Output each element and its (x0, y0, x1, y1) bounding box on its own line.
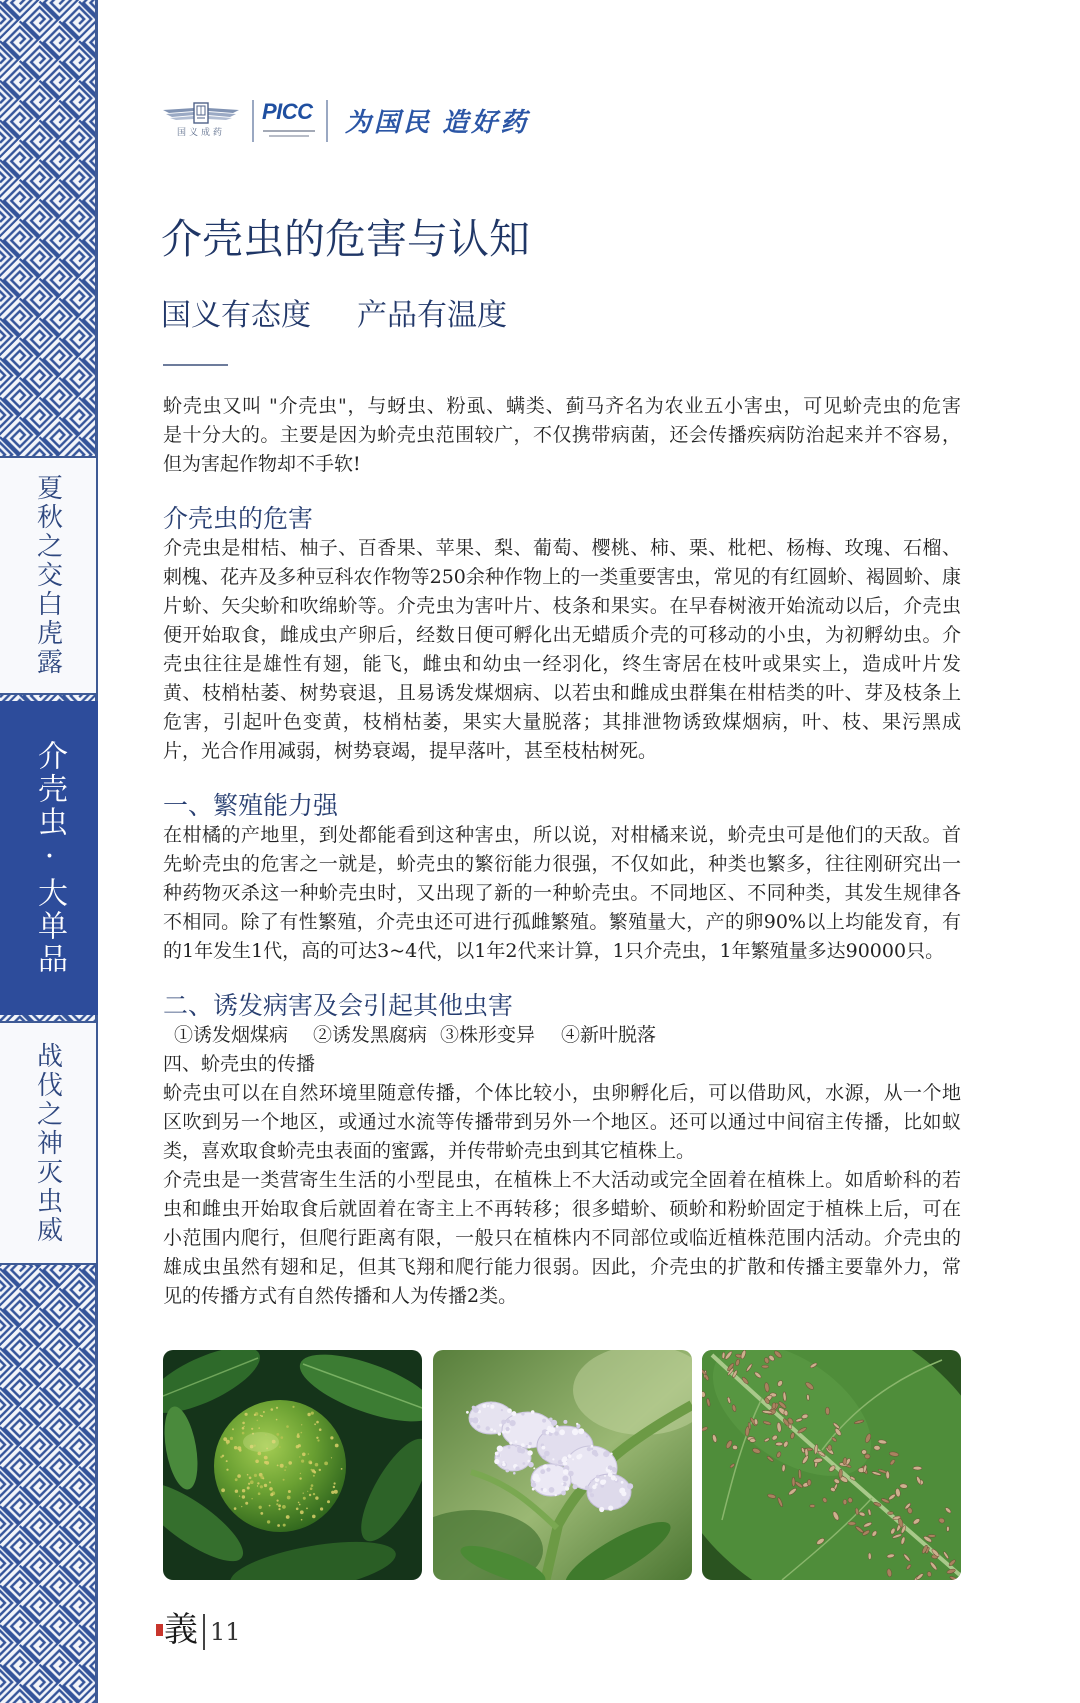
section-heading-harm: 介壳虫的危害 (163, 504, 314, 533)
sidebar-tab-label: 夏秋之交白虎露 (32, 474, 63, 677)
text-line: 片蚧、矢尖蚧和吹绵蚧等。介壳虫为害叶片、枝条和果实。在早春树液开始流动以后，介壳虫 (163, 595, 961, 617)
habit-paragraph (163, 1166, 961, 1311)
symptom-list (163, 1021, 961, 1050)
text-line: 小范围内爬行，但爬行距离有限，一般只在植株内不同部位或临近植株范围内活动。介壳虫的 (163, 1227, 961, 1249)
section-heading-diseases: 二、诱发病害及会引起其他虫害 (163, 991, 514, 1020)
intro-paragraph (163, 392, 961, 479)
text-line: 壳虫往往是雄性有翅，能飞，雌虫和幼虫一经羽化，终生寄居在枝叶或果实上，造成叶片发 (163, 653, 961, 675)
text-line: 先蚧壳虫的危害之一就是，蚧壳虫的繁衍能力很强，不仅如此，种类也繁多，往往刚研究出一 (163, 853, 961, 875)
symptom-item: ①诱发烟煤病 (174, 1024, 289, 1046)
page-subtitle (161, 296, 507, 336)
text-line: 介壳虫是一类营寄生生活的小型昆虫，在植株上不大活动或完全固着在植株上。如盾蚧科的若 (163, 1169, 961, 1191)
logo-divider (252, 100, 254, 142)
footer-calligraphy-mark: 義 (164, 1610, 198, 1650)
citrus-fruit-photo (163, 1350, 422, 1580)
red-seal-icon (156, 1624, 163, 1636)
sidebar-tab-label: 战伐之神灭虫威 (32, 1041, 63, 1245)
mealybug-cluster-photo (433, 1350, 692, 1580)
sidebar-tab-label: 介壳虫·大单品 (32, 740, 67, 976)
page-title: 介壳虫的危害与认知 (161, 215, 530, 263)
text-line: 但为害起作物却不手软! (163, 453, 361, 475)
symptom-item: ④新叶脱落 (561, 1024, 657, 1046)
guoyi-logo-emblem (161, 101, 241, 127)
text-line: 在柑橘的产地里，到处都能看到这种害虫，所以说，对柑橘来说，蚧壳虫可是他们的天敌。首 (163, 824, 961, 846)
scale-insect-leaf-photo (702, 1350, 961, 1580)
picc-logo-subline (263, 128, 315, 140)
sidebar-tab-2-active (0, 701, 98, 1015)
text-line: 种药物灭杀这一种蚧壳虫时，又出现了新的一种蚧壳虫。不同地区、不同种类，其发生规律各 (163, 882, 961, 904)
text-line: 见的传播方式有自然传播和人为传播2类。 (163, 1285, 518, 1307)
text-line: 的1年发生1代，高的可达3~4代，以1年2代来计算，1只介壳虫，1年繁殖量多达90000只。 (163, 940, 945, 962)
text-line: 危害，引起叶色变黄，枝梢枯萎，果实大量脱落；其排泄物诱致煤烟病，叶、枝、果污黑成 (163, 711, 961, 733)
symptom-item: ③株形变异 (440, 1024, 536, 1046)
section-heading-reproduction: 一、繁殖能力强 (163, 791, 339, 820)
text-line: 蚧壳虫又叫 "介壳虫"，与蚜虫、粉虱、螨类、蓟马齐名为农业五小害虫，可见蚧壳虫的危害 (163, 395, 961, 417)
slogan: 为国民 造好药 (345, 107, 530, 137)
text-line: 类，喜欢取食蚧壳虫表面的蜜露，并传带蚧壳虫到其它植株上。 (163, 1140, 696, 1162)
text-line: 区吹到另一个地区，或通过水流等传播带到另外一个地区。还可以通过中间宿主传播，比如蚁 (163, 1111, 961, 1133)
picc-logo: PICC (262, 99, 313, 124)
photo-row (163, 1350, 961, 1580)
text-line: 刺槐、花卉及多种豆科农作物等250余种作物上的一类重要害虫，常见的有红圆蚧、褐圆蚧、康 (163, 566, 961, 588)
article-body (163, 392, 961, 1311)
text-line: 不相同。除了有性繁殖，介壳虫还可进行孤雌繁殖。繁殖量大，产的卵90%以上均能发育，有 (163, 911, 961, 933)
text-line: 雄成虫虽然有翅和足，但其飞翔和爬行能力很弱。因此，介壳虫的扩散和传播主要靠外力，常 (163, 1256, 961, 1278)
subtitle-part-2: 产品有温度 (357, 298, 507, 333)
page-number: 11 (210, 1618, 241, 1646)
reproduction-paragraph (163, 821, 961, 966)
subtitle-part-1: 国义有态度 (161, 298, 311, 333)
text-line: 是十分大的。主要是因为蚧壳虫范围较广，不仅携带病菌，还会传播疾病防治起来并不容易， (163, 424, 961, 446)
text-line: 片，光合作用减弱，树势衰竭，提早落叶，甚至枝枯树死。 (163, 740, 658, 762)
harm-paragraph (163, 534, 961, 766)
logo-divider (326, 100, 328, 142)
text-line: 介壳虫是柑桔、柚子、百香果、苹果、梨、葡萄、樱桃、柿、栗、枇杷、杨梅、玫瑰、石榴、 (163, 537, 961, 559)
subheading-spread: 四、蚧壳虫的传播 (163, 1053, 316, 1075)
symptom-item: ②诱发黑腐病 (313, 1024, 428, 1046)
text-line: 便开始取食，雌成虫产卵后，经数日便可孵化出无蜡质介壳的可移动的小虫，为初孵幼虫。介 (163, 624, 961, 646)
spread-paragraph (163, 1079, 961, 1166)
text-line: 蚧壳虫可以在自然环境里随意传播，个体比较小，虫卵孵化后，可以借助风，水源，从一个地 (163, 1082, 961, 1104)
footer-divider (203, 1614, 205, 1650)
guoyi-logo-text: 国义成药 (176, 128, 225, 138)
sidebar-tab-3 (0, 1021, 96, 1265)
sidebar-tab-1 (0, 456, 96, 695)
title-rule (163, 364, 228, 366)
text-line: 黄、枝梢枯萎、树势衰退，且易诱发煤烟病、以若虫和雌成虫群集在柑桔类的叶、芽及枝条上 (163, 682, 961, 704)
text-line: 虫和雌虫开始取食后就固着在寄主上不再转移；很多蜡蚧、硕蚧和粉蚧固定于植株上后，可在 (163, 1198, 961, 1220)
